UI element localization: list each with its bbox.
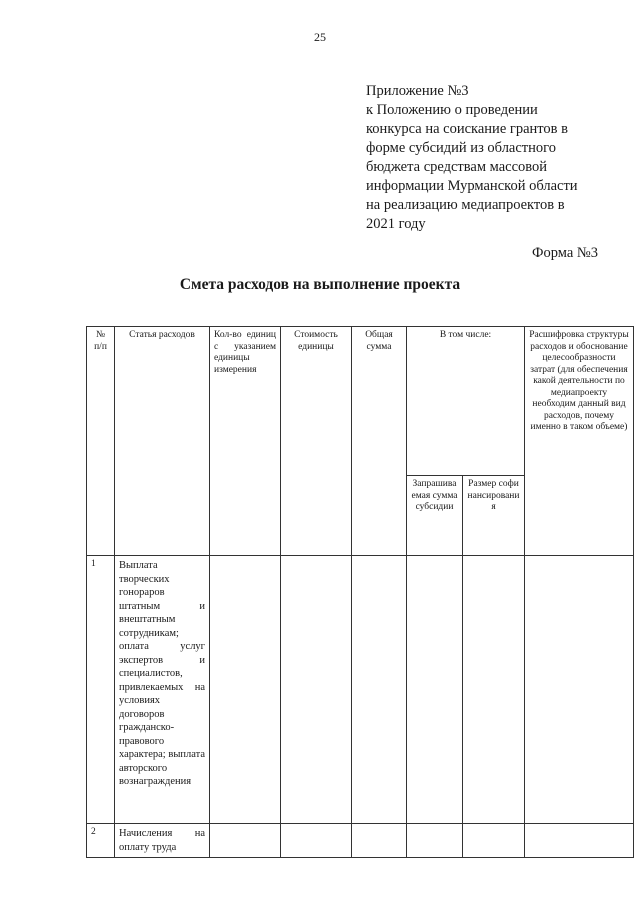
- header-cofinance: Размер софинансирования: [463, 476, 525, 556]
- appendix-line: к Положению о проведении: [366, 102, 538, 118]
- appendix-line: форме субсидий из областного: [366, 140, 556, 156]
- form-label: Форма №3: [532, 245, 598, 261]
- row-num: 1: [87, 556, 115, 824]
- header-total: Общая сумма: [352, 327, 407, 556]
- row-cost-cell: [281, 556, 352, 824]
- row-item: Начисления на оплату труда: [115, 824, 210, 858]
- row-requested-cell: [407, 824, 463, 858]
- appendix-line: Приложение №3: [366, 83, 469, 99]
- row-requested-cell: [407, 556, 463, 824]
- row-description-cell: [525, 824, 634, 858]
- appendix-block: [366, 82, 626, 234]
- appendix-line: на реализацию медиапроектов в: [366, 197, 565, 213]
- header-units: Кол-во единиц с указанием единицы измерения: [210, 327, 281, 556]
- row-item: Выплата творческих гонораров штатным и внештатным сотрудникам; оплата услуг экспертов и специалистов, привлекаемых на условиях договоров гражданско-правового характера; выплата авторского вознаграждения: [115, 556, 210, 824]
- row-total-cell: [352, 824, 407, 858]
- table-row: [87, 824, 634, 858]
- appendix-line: конкурса на соискание грантов в: [366, 121, 568, 137]
- row-cofinance-cell: [463, 556, 525, 824]
- row-cost-cell: [281, 824, 352, 858]
- row-units-cell: [210, 556, 281, 824]
- appendix-line: информации Мурманской области: [366, 178, 578, 194]
- row-description-cell: [525, 556, 634, 824]
- appendix-line: бюджета средствам массовой: [366, 159, 548, 175]
- header-row: [87, 327, 634, 476]
- page-number: 25: [314, 30, 326, 44]
- header-item: Статья расходов: [115, 327, 210, 556]
- row-total-cell: [352, 556, 407, 824]
- document-title: Смета расходов на выполнение проекта: [179, 276, 461, 293]
- row-units-cell: [210, 824, 281, 858]
- table-row: [87, 556, 634, 824]
- row-cofinance-cell: [463, 824, 525, 858]
- header-cost: Стоимость единицы: [281, 327, 352, 556]
- budget-table: [86, 326, 634, 858]
- header-including: В том числе:: [407, 327, 525, 476]
- header-description: Расшифровка структуры расходов и обоснование целесообразности затрат (для обеспечения какой деятельности по медиапроекту необходим данный вид расходов, почему именно в таком объеме): [525, 327, 634, 556]
- header-requested: Запрашиваемая сумма субсидии: [407, 476, 463, 556]
- row-num: 2: [87, 824, 115, 858]
- header-num: № п/п: [87, 327, 115, 556]
- appendix-line: 2021 году: [366, 216, 426, 232]
